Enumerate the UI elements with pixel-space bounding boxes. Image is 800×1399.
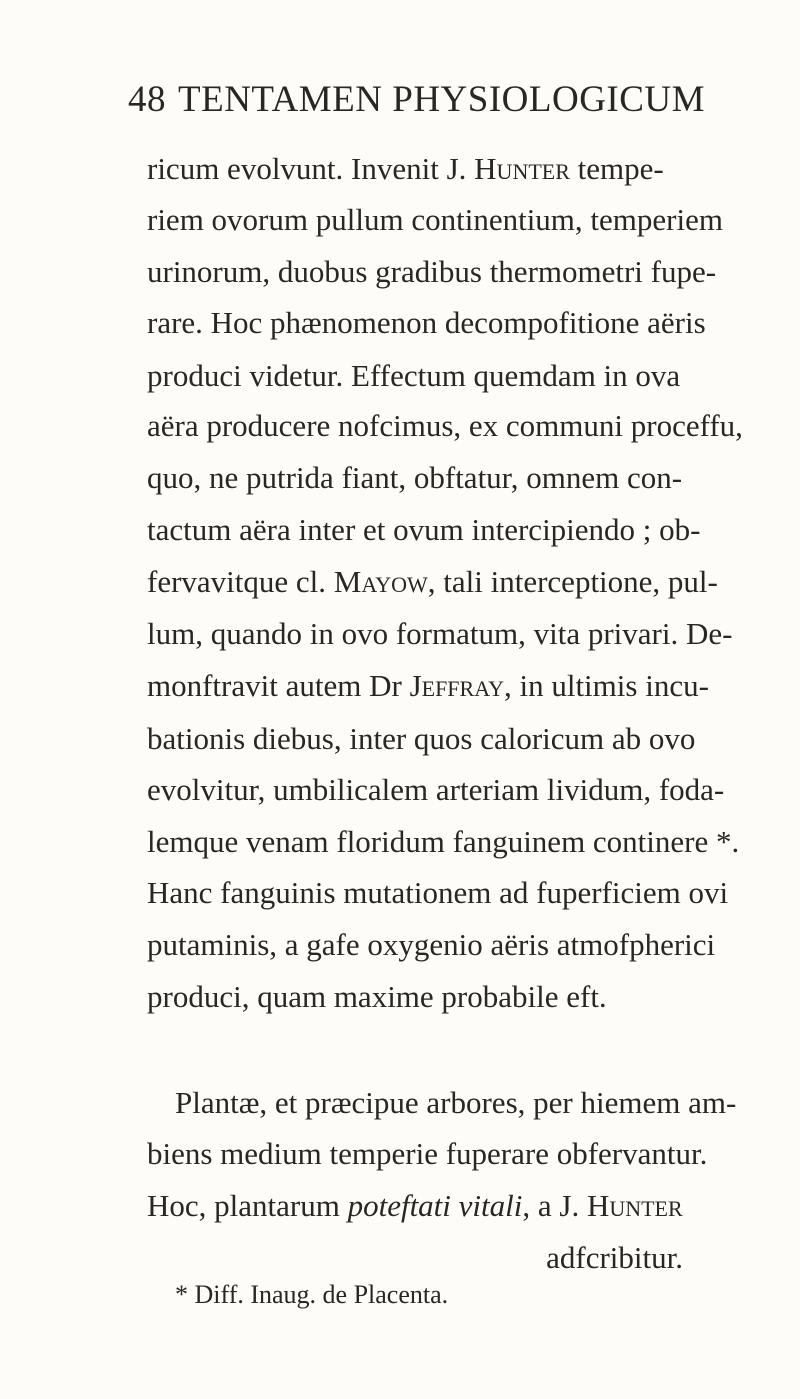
text-line: monftravit autem Dr Jeffray, in ultimis incu- <box>147 668 709 703</box>
text-line: evolvitur, umbilicalem arteriam lividum, foda- <box>147 772 725 807</box>
footnote: * Diff. Inaug. de Placenta. <box>175 1280 449 1309</box>
text-line: produci videtur. Effectum quemdam in ova <box>147 358 681 393</box>
text-line: Plantæ, et præcipue arbores, per hiemem am- <box>175 1085 737 1120</box>
text-line: aëra producere nofcimus, ex communi proceffu, <box>147 408 743 443</box>
text-line: rare. Hoc phænomenon decompofitione aëris <box>147 305 706 340</box>
author-name: Mayow <box>333 564 428 599</box>
running-header <box>128 78 705 121</box>
text-line: riem ovorum pullum continentium, temperiem <box>147 202 723 237</box>
page-number: 48 <box>128 79 166 120</box>
italic-phrase: poteftati vitali <box>347 1188 523 1223</box>
running-title: TENTAMEN PHYSIOLOGICUM <box>178 79 706 120</box>
catchword-line: adfcribitur. <box>546 1240 683 1275</box>
author-name: Jeffray <box>409 668 504 703</box>
text-line: urinorum, duobus gradibus thermometri fupe- <box>147 254 717 289</box>
text-line: putaminis, a gafe oxygenio aëris atmofpherici <box>147 927 716 962</box>
text-line: produci, quam maxime probabile eft. <box>147 979 607 1014</box>
text-line: quo, ne putrida fiant, obftatur, omnem con- <box>147 460 683 495</box>
text-line: lemque venam floridum fanguinem continere *. <box>147 824 740 859</box>
text-line: lum, quando in ovo formatum, vita privari. De- <box>147 616 733 651</box>
author-name: Hunter <box>474 151 570 186</box>
author-name: Hunter <box>586 1188 683 1223</box>
text-line: fervavitque cl. Mayow, tali interceptione, pul- <box>147 564 718 599</box>
text-line: ricum evolvunt. Invenit J. Hunter tempe- <box>147 151 664 186</box>
text-line: Hanc fanguinis mutationem ad fuperficiem ovi <box>147 875 729 910</box>
text-line: bationis diebus, inter quos caloricum ab ovo <box>147 721 696 756</box>
text-line: biens medium temperie fuperare obfervantur. <box>147 1136 708 1171</box>
text-line: tactum aëra inter et ovum intercipiendo ; ob- <box>147 512 701 547</box>
text-line: Hoc, plantarum poteftati vitali, a J. Hunter <box>147 1188 683 1223</box>
